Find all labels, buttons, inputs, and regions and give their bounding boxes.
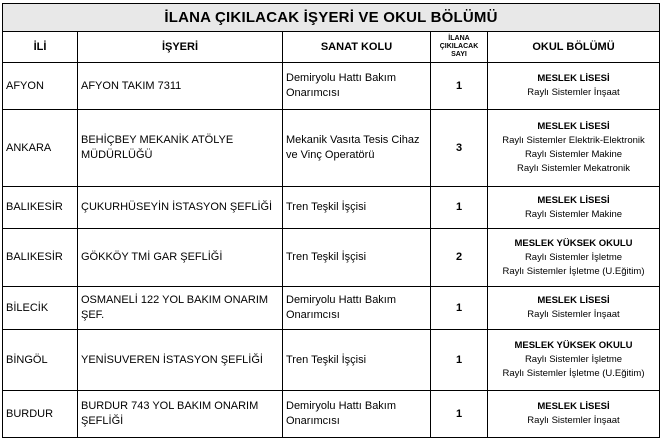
- cell-okul-bolumu: [488, 63, 660, 110]
- cell-sanat-kolu-text: Tren Teşkil İşçisi: [286, 353, 367, 366]
- cell-isyeri-text: BEHİÇBEY MEKANİK ATÖLYE MÜDÜRLÜĞÜ: [81, 134, 234, 161]
- cell-il: [3, 63, 78, 110]
- cell-sayi-text: 1: [455, 407, 463, 420]
- header-isyeri: İŞYERİ: [78, 32, 283, 63]
- cell-sayi-text: 3: [455, 141, 463, 154]
- school-department: Raylı Sistemler İnşaat: [527, 415, 620, 426]
- cell-okul-bolumu: [488, 229, 660, 287]
- workplace-table: [2, 3, 660, 438]
- table-row: [3, 110, 660, 187]
- school-type: MESLEK YÜKSEK OKULU: [514, 340, 633, 351]
- table-body: [3, 63, 660, 438]
- cell-okul-bolumu: [488, 287, 660, 330]
- header-sayi: İLANA ÇIKILACAK SAYI: [431, 32, 488, 63]
- header-il: İLİ: [3, 32, 78, 63]
- cell-sayi-text: 1: [455, 201, 463, 213]
- cell-isyeri: [78, 330, 283, 391]
- cell-isyeri: [78, 391, 283, 438]
- cell-sayi-text: 1: [455, 353, 463, 366]
- school-department: Raylı Sistemler Elektrik-Elektronik: [502, 135, 645, 146]
- cell-il-text: BİLECİK: [6, 301, 49, 314]
- table-row: [3, 287, 660, 330]
- cell-il-text: ANKARA: [6, 141, 52, 154]
- cell-il-text: BURDUR: [6, 407, 54, 420]
- cell-isyeri: [78, 63, 283, 110]
- cell-sayi: [431, 110, 488, 187]
- cell-il-text: BALIKESİR: [6, 201, 63, 213]
- cell-il: [3, 330, 78, 391]
- cell-sanat-kolu: [283, 63, 431, 110]
- cell-sanat-kolu-text: Demiryolu Hattı Bakım Onarımcısı: [286, 72, 397, 99]
- cell-sanat-kolu-text: Demiryolu Hattı Bakım Onarımcısı: [286, 294, 397, 321]
- school-department: Raylı Sistemler İnşaat: [527, 309, 620, 320]
- cell-isyeri: [78, 110, 283, 187]
- cell-sayi: [431, 287, 488, 330]
- table-row: [3, 187, 660, 229]
- cell-sanat-kolu: [283, 287, 431, 330]
- cell-sanat-kolu: [283, 330, 431, 391]
- cell-il-text: AFYON: [6, 79, 44, 92]
- cell-sayi: [431, 330, 488, 391]
- cell-sanat-kolu-text: Tren Teşkil İşçisi: [286, 201, 367, 213]
- cell-sayi-text: 2: [455, 251, 463, 263]
- cell-il: [3, 110, 78, 187]
- cell-isyeri-text: AFYON TAKIM 7311: [81, 79, 182, 92]
- cell-okul-bolumu: [488, 110, 660, 187]
- table-row: [3, 330, 660, 391]
- cell-sanat-kolu: [283, 229, 431, 287]
- cell-sayi: [431, 63, 488, 110]
- cell-sanat-kolu: [283, 110, 431, 187]
- cell-sanat-kolu-text: Demiryolu Hattı Bakım Onarımcısı: [286, 400, 397, 427]
- cell-isyeri-text: YENİSUVEREN İSTASYON ŞEFLİĞİ: [81, 353, 263, 366]
- cell-il-text: BİNGÖL: [6, 353, 48, 366]
- cell-sayi-text: 1: [455, 301, 463, 314]
- cell-sanat-kolu-text: Tren Teşkil İşçisi: [286, 251, 367, 263]
- cell-sanat-kolu-text: Mekanik Vasıta Tesis Cihaz ve Vinç Operatörü: [286, 134, 420, 161]
- school-type: MESLEK YÜKSEK OKULU: [514, 237, 633, 249]
- cell-sanat-kolu: [283, 187, 431, 229]
- cell-il-text: BALIKESİR: [6, 251, 63, 263]
- cell-sanat-kolu: [283, 391, 431, 438]
- school-department: Raylı Sistemler İnşaat: [527, 87, 620, 98]
- table-row: [3, 391, 660, 438]
- cell-sayi-text: 1: [455, 79, 463, 92]
- school-type: MESLEK LİSESİ: [537, 295, 610, 306]
- school-type: MESLEK LİSESİ: [537, 401, 610, 412]
- cell-il: [3, 229, 78, 287]
- cell-isyeri-text: BURDUR 743 YOL BAKIM ONARIM ŞEFLİĞİ: [81, 400, 259, 427]
- table-row: [3, 229, 660, 287]
- cell-isyeri-text: ÇUKURHÜSEYİN İSTASYON ŞEFLİĞİ: [81, 201, 273, 213]
- school-department: Raylı Sistemler İşletme (U.Eğitim): [502, 265, 645, 277]
- table-title: İLANA ÇIKILACAK İŞYERİ VE OKUL BÖLÜMÜ: [3, 4, 660, 32]
- cell-okul-bolumu: [488, 330, 660, 391]
- cell-sayi: [431, 187, 488, 229]
- cell-isyeri: [78, 287, 283, 330]
- cell-isyeri: [78, 229, 283, 287]
- school-department: Raylı Sistemler İşletme: [524, 354, 623, 365]
- school-department: Raylı Sistemler Mekatronik: [517, 163, 630, 174]
- school-department: Raylı Sistemler İşletme: [524, 251, 623, 263]
- document-page: [2, 3, 659, 438]
- school-department: Raylı Sistemler İşletme (U.Eğitim): [502, 368, 645, 379]
- cell-il: [3, 187, 78, 229]
- cell-sayi: [431, 229, 488, 287]
- school-type: MESLEK LİSESİ: [537, 194, 610, 206]
- cell-il: [3, 391, 78, 438]
- cell-il: [3, 287, 78, 330]
- school-type: MESLEK LİSESİ: [537, 121, 610, 132]
- school-department: Raylı Sistemler Makine: [524, 208, 623, 220]
- cell-okul-bolumu: [488, 391, 660, 438]
- cell-isyeri-text: OSMANELİ 122 YOL BAKIM ONARIM ŞEF.: [81, 294, 269, 321]
- header-sanat-kolu: SANAT KOLU: [283, 32, 431, 63]
- cell-sayi: [431, 391, 488, 438]
- cell-isyeri-text: GÖKKÖY TMİ GAR ŞEFLİĞİ: [81, 251, 223, 263]
- header-row: [3, 32, 660, 63]
- cell-okul-bolumu: [488, 187, 660, 229]
- table-row: [3, 63, 660, 110]
- school-department: Raylı Sistemler Makine: [524, 149, 623, 160]
- header-okul-bolumu: OKUL BÖLÜMÜ: [488, 32, 660, 63]
- school-type: MESLEK LİSESİ: [537, 73, 610, 84]
- cell-isyeri: [78, 187, 283, 229]
